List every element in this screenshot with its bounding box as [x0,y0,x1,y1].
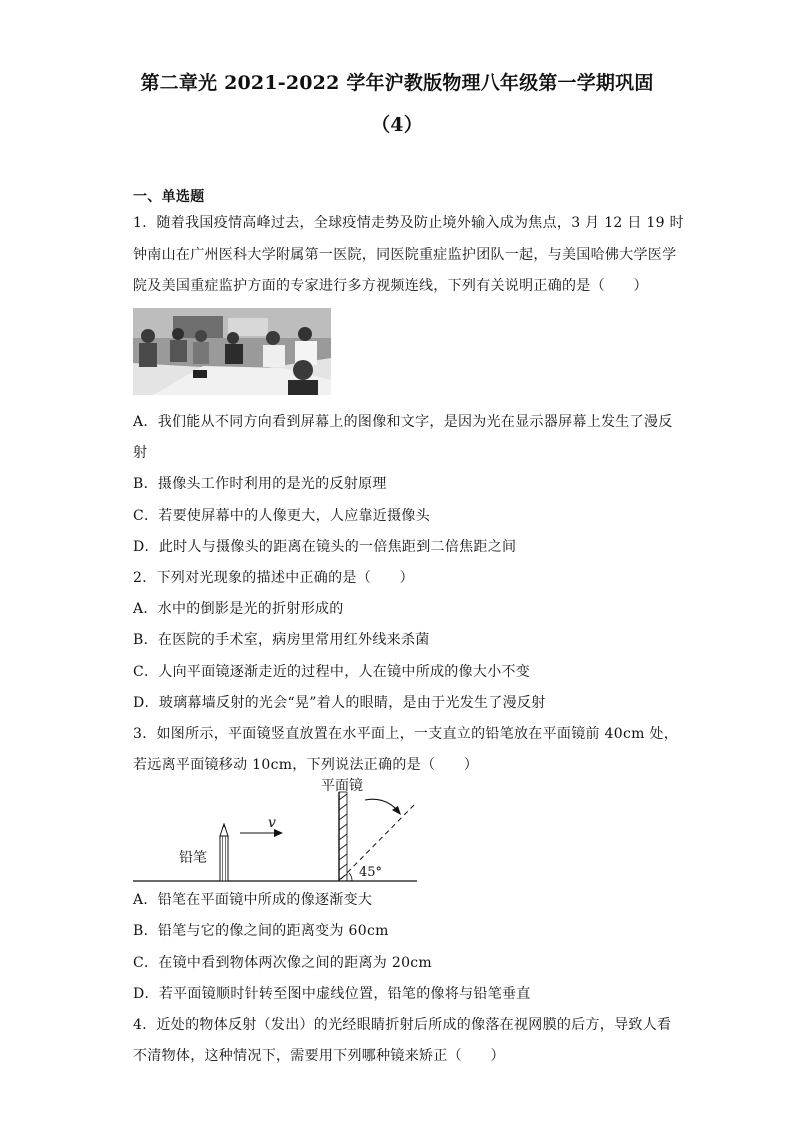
q4-stem-line1: 4．近处的物体反射（发出）的光经眼睛折射后所成的像落在视网膜的后方，导致人看 [133,1017,672,1033]
q3-option-c: C．在镜中看到物体两次像之间的距离为 20cm [133,955,432,971]
q2-option-c: C．人向平面镜逐渐走近的过程中，人在镜中所成的像大小不变 [133,664,531,680]
q1-option-b: B．摄像头工作时利用的是光的反射原理 [133,476,387,492]
q1-stem-line1: 1．随着我国疫情高峰过去，全球疫情走势及防止境外输入成为焦点，3 月 12 日 19 时 [133,215,684,231]
velocity-label: v [268,815,276,831]
q3-option-b: B．铅笔与它的像之间的距离变为 60cm [133,923,389,939]
doc-title-line1: 第二章光 2021-2022 学年沪教版物理八年级第一学期巩固 [140,72,654,94]
angle-arc [349,873,352,881]
q2-option-d: D．玻璃幕墙反射的光会“晃”着人的眼睛，是由于光发生了漫反射 [133,695,546,711]
mirror-label: 平面镜 [321,778,363,794]
q1-option-a-line2: 射 [133,445,148,461]
angle-label: 45° [359,865,383,880]
video-conference-photo [133,308,331,395]
q2-option-b: B．在医院的手术室，病房里常用红外线来杀菌 [133,632,430,648]
plane-mirror [339,792,347,881]
q1-stem-line2: 钟南山在广州医科大学附属第一医院，同医院重症监护团队一起，与美国哈佛大学医学 [133,247,677,263]
q1-option-a-line1: A．我们能从不同方向看到屏幕上的图像和文字，是因为光在显示器屏幕上发生了漫反 [133,414,673,430]
q3-option-a: A．铅笔在平面镜中所成的像逐渐变大 [133,892,373,908]
pencil-icon [220,824,228,881]
q1-option-d: D．此时人与摄像头的距离在镜头的一倍焦距到二倍焦距之间 [133,539,517,555]
q1-stem-line3: 院及美国重症监护方面的专家进行多方视频连线，下列有关说明正确的是（ ） [133,278,648,294]
pencil-label: 铅笔 [179,850,207,866]
mirror-pencil-figure [133,776,423,888]
q4-stem-line2: 不清物体，这种情况下，需要用下列哪种镜来矫正（ ） [133,1048,505,1064]
q2-stem: 2．下列对光现象的描述中正确的是（ ） [133,570,414,586]
q3-stem-line2: 若远离平面镜移动 10cm，下列说法正确的是（ ） [133,757,479,773]
q3-option-d: D．若平面镜顺时针转至图中虚线位置，铅笔的像将与铅笔垂直 [133,986,531,1002]
q2-option-a: A．水中的倒影是光的折射形成的 [133,601,344,617]
doc-title-line2: （4） [371,114,423,136]
section-heading: 一、单选题 [133,189,205,205]
q1-option-c: C．若要使屏幕中的人像更大，人应靠近摄像头 [133,508,431,524]
q3-stem-line1: 3．如图所示，平面镜竖直放置在水平面上，一支直立的铅笔放在平面镜前 40cm 处， [133,726,679,742]
